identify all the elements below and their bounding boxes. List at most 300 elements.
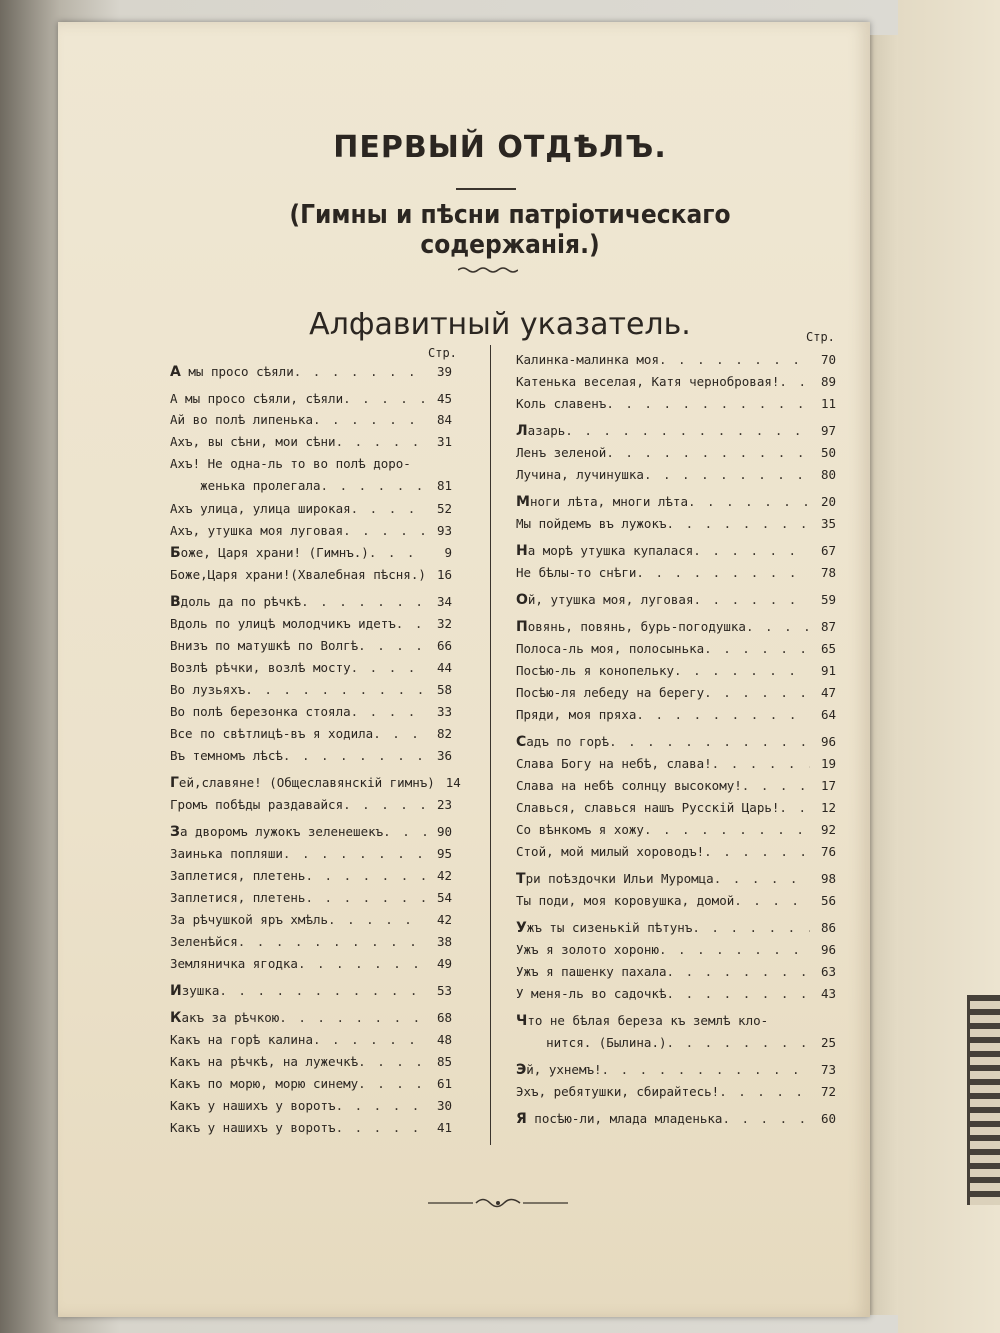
index-entry	[170, 748, 452, 763]
leader-dots	[351, 660, 426, 675]
index-entry-text: Ленъ зеленой	[516, 445, 607, 460]
index-entry-title	[516, 374, 779, 389]
index-entry-page-number: 49	[436, 956, 452, 971]
index-entry-text: Боже,Царя храни!(Хвалебная пѣсня.)	[170, 567, 426, 582]
index-entry-page-number: 80	[820, 467, 836, 482]
index-entry-page-number: 76	[820, 844, 836, 859]
index-entry	[170, 726, 452, 741]
index-entry-title	[170, 797, 343, 812]
index-entry-text: За рѣчушкой яръ хмѣль	[170, 912, 329, 927]
index-entry-text: Мы пойдемъ въ лужокъ	[516, 516, 667, 531]
leader-dots	[358, 638, 426, 653]
index-entry	[516, 1062, 836, 1078]
index-entry-text: Посѣю-ля лебеду на берегу	[516, 685, 705, 700]
index-entry-initial: О	[516, 592, 528, 608]
index-entry-title	[516, 565, 636, 580]
index-entry-text: Ты поди, моя коровушка, домой	[516, 893, 735, 908]
index-entry-text: мы просо сѣяли	[180, 364, 294, 379]
index-entry-title	[170, 868, 305, 883]
index-entry	[516, 565, 836, 580]
index-entry-text: Полоса-ль моя, полосынька	[516, 641, 705, 656]
index-entry-page-number: 11	[820, 396, 836, 411]
index-entry-title	[516, 467, 644, 482]
index-entry-page-number: 97	[820, 423, 836, 438]
index-entry-initial: М	[516, 494, 530, 510]
index-entry-page-number: 82	[436, 726, 452, 741]
index-entry-text: й, утушка моя, луговая	[527, 592, 694, 607]
leader-dots	[644, 467, 810, 482]
index-entry	[516, 543, 836, 559]
index-entry-text: то не бѣлая береза къ землѣ кло-	[527, 1013, 769, 1028]
index-entry-page-number: 91	[820, 663, 836, 678]
index-entry-initial: Л	[516, 423, 528, 439]
leader-dots	[565, 423, 810, 438]
index-entry	[516, 986, 836, 1001]
index-entry	[170, 1054, 452, 1069]
wavy-divider	[458, 266, 518, 274]
leader-dots	[328, 912, 426, 927]
index-entry-text: Какъ у нашихъ у воротъ	[170, 1098, 336, 1113]
leader-dots	[305, 890, 426, 905]
index-entry-page-number: 81	[436, 478, 452, 493]
index-entry-title	[170, 912, 328, 927]
index-entry-initial: Т	[516, 871, 526, 887]
index-entry	[516, 893, 836, 908]
index-entry-text: Зеленѣйся	[170, 934, 238, 949]
index-entry	[516, 822, 836, 837]
leader-dots	[636, 565, 810, 580]
leader-dots	[238, 934, 426, 949]
index-entry-text: Лучина, лучинушка	[516, 467, 644, 482]
index-entry-title	[516, 423, 565, 439]
index-entry-page-number: 92	[820, 822, 836, 837]
index-entry-text: посѣю-ли, млада младенька	[526, 1111, 723, 1126]
index-entry-text: нится. (Былина.)	[516, 1035, 667, 1050]
index-entry-text: Посѣю-ль я конопельку	[516, 663, 675, 678]
index-entry	[170, 682, 452, 697]
index-entry-initial: А	[170, 364, 181, 380]
leader-dots	[636, 707, 810, 722]
index-entry-text: Пряди, моя пряха	[516, 707, 637, 722]
index-entry	[170, 391, 452, 406]
leader-dots	[283, 748, 426, 763]
index-entry	[170, 797, 452, 812]
index-entry-title	[170, 1010, 279, 1026]
index-entry-title	[516, 641, 704, 656]
index-entry-page-number: 70	[820, 352, 836, 367]
index-entry	[516, 734, 836, 750]
index-entry-title	[516, 964, 667, 979]
index-entry-text: ри поѣздочки Ильи Муромца	[525, 871, 714, 886]
index-entry-title	[516, 396, 606, 411]
index-entry-page-number: 96	[820, 942, 836, 957]
leader-dots	[343, 523, 426, 538]
index-entry-page-number: 33	[436, 704, 452, 719]
index-entry-page-number: 87	[820, 619, 836, 634]
title-divider	[456, 188, 516, 190]
index-entry-title	[516, 800, 779, 815]
leader-dots	[704, 685, 810, 700]
index-entry-page-number: 35	[820, 516, 836, 531]
leader-dots	[606, 396, 810, 411]
index-entry-initial: Э	[516, 1062, 527, 1078]
index-entry-title	[516, 592, 693, 608]
index-entry-text: Слава Богу на небѣ, слава!	[516, 756, 712, 771]
index-entry-text: Ахъ! Не одна-ль то во полѣ доро-	[170, 456, 411, 471]
index-entry-title	[170, 824, 383, 840]
index-entry-text: Какъ у нашихъ у воротъ	[170, 1120, 336, 1135]
index-entry-text: Какъ по морю, морю синему	[170, 1076, 359, 1091]
index-entry	[170, 478, 452, 493]
index-entry-title	[516, 844, 704, 859]
index-entry-page-number: 44	[436, 660, 452, 675]
index-entry-page-number: 32	[436, 616, 452, 631]
leader-dots	[301, 594, 426, 609]
index-entry-page-number: 14	[445, 775, 461, 790]
index-entry-title	[170, 846, 283, 861]
index-entry-initial: Г	[170, 775, 179, 791]
index-entry	[170, 704, 452, 719]
index-entry	[516, 871, 836, 887]
index-entry-text: Ужъ я золото хороню	[516, 942, 659, 957]
index-entry-text: Не бѣлы-то снѣги	[516, 565, 637, 580]
decorative-border-ornament	[967, 995, 1000, 1205]
index-entry	[170, 824, 452, 840]
leader-dots	[674, 663, 810, 678]
index-entry-page-number: 12	[820, 800, 836, 815]
index-entry-initial: Ч	[516, 1013, 528, 1029]
index-entry	[516, 374, 836, 389]
index-entry-page-number: 73	[820, 1062, 836, 1077]
index-entry	[516, 467, 836, 482]
column-divider	[490, 345, 491, 1145]
index-entry-title	[170, 682, 245, 697]
index-entry	[170, 523, 452, 538]
leader-dots	[373, 726, 426, 741]
index-entry-text: Слава на небѣ солнцу высокому!	[516, 778, 742, 793]
leader-dots	[383, 824, 426, 839]
index-entry-page-number: 59	[820, 592, 836, 607]
leader-dots	[369, 545, 426, 560]
index-entry-title	[516, 893, 734, 908]
index-entry-page-number: 61	[436, 1076, 452, 1091]
index-entry	[516, 756, 836, 771]
index-entry	[516, 592, 836, 608]
index-entry-text: женька пролегала	[170, 478, 321, 493]
index-entry-text: ей,славяне! (Общеславянскій гимнъ)	[178, 775, 435, 790]
index-entry	[516, 920, 836, 936]
leader-dots	[351, 501, 426, 516]
index-entry-page-number: 90	[436, 824, 452, 839]
leader-dots	[722, 1111, 810, 1126]
index-entry	[170, 412, 452, 427]
index-entry	[170, 434, 452, 449]
leader-dots	[336, 1098, 426, 1113]
leader-dots	[719, 1084, 810, 1099]
index-entry-page-number: 66	[436, 638, 452, 653]
index-entry	[170, 934, 452, 949]
index-entry-title	[170, 704, 351, 719]
index-entry-text: овянь, повянь, бурь-погодушка	[527, 619, 746, 634]
leader-dots	[358, 1054, 426, 1069]
index-entry	[170, 912, 452, 927]
index-entry-page-number: 78	[820, 565, 836, 580]
index-entry	[516, 778, 836, 793]
index-entry	[516, 641, 836, 656]
index-entry-text: Все по свѣтлицѣ-въ я ходила	[170, 726, 374, 741]
leader-dots	[704, 844, 810, 859]
index-entry-text: Заинька попляши	[170, 846, 283, 861]
index-entry-title	[516, 756, 712, 771]
index-entry-page-number: 38	[436, 934, 452, 949]
index-entry	[516, 800, 836, 815]
index-entry-text: А мы просо сѣяли, сѣяли	[170, 391, 344, 406]
index-entry-page-number: 86	[820, 920, 836, 935]
index-entry	[170, 364, 452, 380]
index-entry-title	[170, 456, 411, 471]
index-entry-title	[170, 523, 343, 538]
leader-dots	[779, 800, 810, 815]
index-entry	[170, 1076, 452, 1091]
index-entry-title	[516, 871, 714, 887]
index-entry-text: Эхъ, ребятушки, сбирайтесь!	[516, 1084, 720, 1099]
index-entry-initial: С	[516, 734, 527, 750]
index-entry	[516, 352, 836, 367]
index-entry-title	[170, 501, 351, 516]
leader-dots	[693, 592, 810, 607]
leader-dots	[336, 434, 426, 449]
leader-dots	[779, 374, 810, 389]
page-column-header-left: Стр.	[428, 346, 457, 360]
index-entry-page-number: 23	[436, 797, 452, 812]
index-entry-page-number: 52	[436, 501, 452, 516]
index-entry	[516, 423, 836, 439]
index-entry	[516, 707, 836, 722]
index-entry	[516, 516, 836, 531]
index-entry-page-number: 85	[436, 1054, 452, 1069]
index-entry-text: оже, Царя храни! (Гимнъ.)	[180, 545, 369, 560]
index-entry-title	[516, 494, 688, 510]
index-entry	[516, 494, 836, 510]
leader-dots	[659, 352, 810, 367]
index-entry-title	[516, 778, 742, 793]
index-entry-title	[170, 638, 358, 653]
index-entry-initial: К	[170, 1010, 182, 1026]
index-entry-text: Славься, славься нашъ Русскій Царь!	[516, 800, 780, 815]
index-entry	[170, 775, 461, 791]
index-entry-title	[516, 445, 606, 460]
index-entry-title	[516, 707, 636, 722]
index-entry-text: Какъ на горѣ калина	[170, 1032, 313, 1047]
leader-dots	[659, 942, 810, 957]
index-entry	[170, 567, 452, 582]
index-entry-text: й, ухнемъ!	[526, 1062, 602, 1077]
index-entry-title	[516, 685, 704, 700]
leader-dots	[343, 391, 426, 406]
index-entry	[516, 1035, 836, 1050]
index-entry-title	[170, 1120, 336, 1135]
index-entry-title	[170, 545, 369, 561]
leader-dots	[667, 516, 810, 531]
leader-dots	[606, 445, 810, 460]
index-entry-page-number: 64	[820, 707, 836, 722]
index-entry-title	[516, 543, 693, 559]
index-entry-title	[170, 726, 373, 741]
index-entry	[516, 844, 836, 859]
index-entry-title	[170, 1032, 313, 1047]
index-entry-title	[516, 663, 674, 678]
index-title: Алфавитный указатель.	[309, 307, 691, 342]
index-entry	[170, 1098, 452, 1113]
leader-dots	[688, 494, 810, 509]
index-entry-text: акъ за рѣчкою	[181, 1010, 280, 1025]
index-entry-text: Ахъ, вы сѣни, мои сѣни	[170, 434, 336, 449]
index-entry-page-number: 93	[436, 523, 452, 538]
index-entry-initial: Я	[516, 1111, 527, 1127]
leader-dots	[746, 619, 810, 634]
index-entry-page-number: 31	[436, 434, 452, 449]
index-entry-page-number: 67	[820, 543, 836, 558]
index-entry-initial: П	[516, 619, 528, 635]
leader-dots	[602, 1062, 810, 1077]
index-entry-text: У меня-ль во садочкѣ	[516, 986, 667, 1001]
leader-dots	[298, 956, 426, 971]
leader-dots	[279, 1010, 426, 1025]
leader-dots	[358, 1076, 426, 1091]
index-entry-initial: У	[516, 920, 527, 936]
index-entry	[516, 396, 836, 411]
index-entry-title	[170, 567, 426, 582]
index-entry-text: Ай во полѣ липенька	[170, 412, 313, 427]
index-entry-title	[170, 594, 301, 610]
index-entry	[516, 1111, 836, 1127]
index-entry-text: Ахъ улица, улица широкая	[170, 501, 351, 516]
index-entry-title	[516, 1013, 768, 1029]
index-entry-text: Ахъ, утушка моя луговая	[170, 523, 344, 538]
index-entry	[170, 956, 452, 971]
index-entry-text: ноги лѣта, многи лѣта	[529, 494, 688, 509]
index-entry-title	[170, 660, 351, 675]
leader-dots	[609, 734, 810, 749]
index-entry	[170, 1120, 452, 1135]
index-entry	[170, 890, 452, 905]
index-entry-page-number: 53	[436, 983, 452, 998]
index-entry-initial: З	[170, 824, 180, 840]
index-entry-page-number: 39	[436, 364, 452, 379]
index-entry-title	[170, 890, 305, 905]
index-entry-page-number: 16	[436, 567, 452, 582]
index-entry-title	[170, 434, 336, 449]
index-entry-title	[170, 478, 321, 493]
index-entry-page-number: 65	[820, 641, 836, 656]
leader-dots	[644, 822, 810, 837]
index-entry-page-number: 63	[820, 964, 836, 979]
leader-dots	[343, 797, 426, 812]
index-entry-title	[516, 986, 667, 1001]
index-entry-page-number: 42	[436, 912, 452, 927]
index-entry	[516, 445, 836, 460]
index-entry-title	[516, 822, 644, 837]
index-entry	[170, 1032, 452, 1047]
index-entry-page-number: 9	[444, 545, 452, 560]
index-entry-page-number: 45	[436, 391, 452, 406]
index-entry-text: Заплетися, плетень	[170, 868, 306, 883]
index-entry-title	[516, 734, 609, 750]
index-entry-title	[516, 1062, 602, 1078]
index-entry-page-number: 50	[820, 445, 836, 460]
index-entry-initial: В	[170, 594, 181, 610]
index-entry-title	[516, 1084, 719, 1099]
leader-dots	[336, 1120, 426, 1135]
index-entry-title	[170, 983, 219, 999]
index-entry-text: Во полѣ березонка стояла	[170, 704, 351, 719]
index-entry-text: Внизъ по матушкѣ по Волгѣ	[170, 638, 359, 653]
end-ornament	[428, 1196, 568, 1210]
index-entry-text: Стой, мой милый хороводъ!	[516, 844, 705, 859]
leader-dots	[219, 983, 426, 998]
leader-dots	[742, 778, 810, 793]
index-entry	[170, 616, 452, 631]
index-entry-page-number: 96	[820, 734, 836, 749]
index-entry-page-number: 17	[820, 778, 836, 793]
index-entry-title	[516, 942, 659, 957]
leader-dots	[313, 1032, 426, 1047]
leader-dots	[667, 1035, 810, 1050]
index-entry-title	[170, 364, 294, 380]
leader-dots	[321, 478, 426, 493]
index-entry	[516, 1084, 836, 1099]
index-entry-text: азарь	[527, 423, 566, 438]
leader-dots	[396, 616, 426, 631]
index-entry	[170, 868, 452, 883]
index-entry-text: Ужъ я пашенку пахала	[516, 964, 667, 979]
index-entry-title	[516, 920, 692, 936]
index-entry-page-number: 25	[820, 1035, 836, 1050]
index-entry-initial: И	[170, 983, 182, 999]
index-entry-title	[516, 516, 667, 531]
index-entry-text: а дворомъ лужокъ зеленешекъ	[179, 824, 384, 839]
index-entry-page-number: 30	[436, 1098, 452, 1113]
index-entry	[170, 1010, 452, 1026]
index-entry-text: Во лузьяхъ	[170, 682, 246, 697]
index-entry-page-number: 47	[820, 685, 836, 700]
leader-dots	[714, 871, 810, 886]
index-entry	[170, 545, 452, 561]
leader-dots	[283, 846, 426, 861]
index-entry-text: Возлѣ рѣчки, возлѣ мосту	[170, 660, 351, 675]
index-entry-text: Въ темномъ лѣсѣ	[170, 748, 283, 763]
page-column-header-right: Стр.	[806, 330, 835, 344]
index-entry-page-number: 60	[820, 1111, 836, 1126]
leader-dots	[351, 704, 426, 719]
index-entry-title	[170, 1076, 358, 1091]
index-entry	[516, 619, 836, 635]
index-entry-title	[516, 619, 746, 635]
index-entry	[170, 456, 452, 471]
index-entry	[516, 685, 836, 700]
leader-dots	[704, 641, 810, 656]
index-entry-page-number: 68	[436, 1010, 452, 1025]
leader-dots	[667, 986, 810, 1001]
index-entry-title	[170, 956, 298, 971]
index-entry-page-number: 84	[436, 412, 452, 427]
index-entry-page-number: 34	[436, 594, 452, 609]
leader-dots	[712, 756, 810, 771]
index-entry-page-number: 20	[820, 494, 836, 509]
index-entry	[170, 638, 452, 653]
index-entry-title	[170, 748, 283, 763]
index-entry	[170, 501, 452, 516]
